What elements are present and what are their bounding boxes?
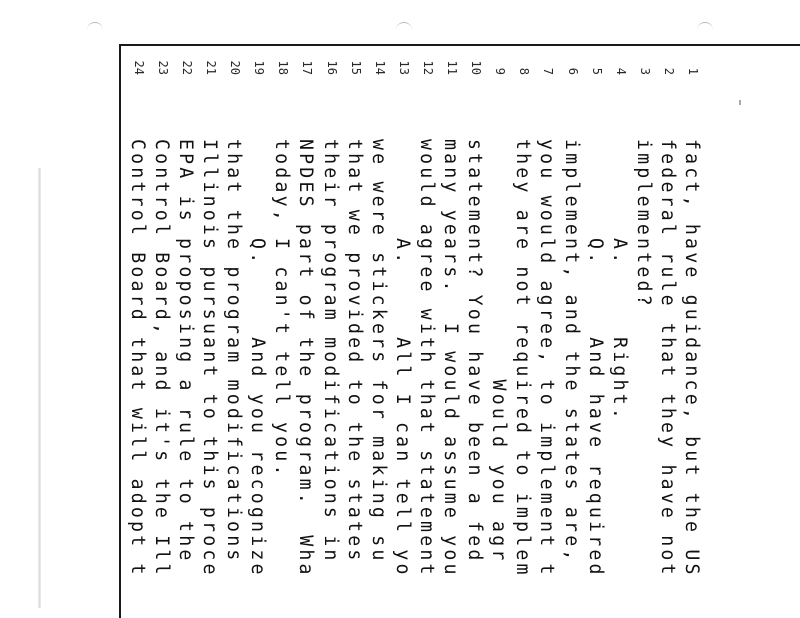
transcript-line [389,47,413,607]
line-text: you would agree, to implement t [536,139,558,578]
line-text: EPA is proposing a rule to the [175,139,197,564]
line-number: 9 [493,67,508,75]
transcript-line [244,47,268,607]
transcript-line [557,47,581,607]
line-number: 12 [420,60,435,75]
line-text: many years. I would assume you [440,139,462,578]
line-text: A. All I can tell yo [391,139,413,578]
line-number: 3 [637,67,652,75]
line-text: statement? You have been a fed [464,139,486,564]
transcript-line [461,47,485,607]
line-number: 5 [589,67,604,75]
line-number: 22 [180,60,195,75]
line-number: 21 [204,60,219,75]
line-text: that the program modifications [223,139,245,564]
line-text: they are not required to implem [512,139,534,578]
transcript-line [365,47,389,607]
line-number: 23 [155,60,170,75]
line-number: 24 [131,60,146,75]
transcript-line [148,47,172,607]
line-text: their program modifications in [319,139,341,564]
transcript-line [533,47,557,607]
transcript-line [124,47,148,607]
line-number: 10 [469,60,484,75]
transcript-line [582,47,606,607]
line-number: 6 [565,67,580,75]
transcript-line [630,47,654,607]
line-text: we were stickers for making su [367,139,389,564]
transcript-line [220,47,244,607]
line-number: 13 [396,60,411,75]
line-number: 1 [686,67,700,75]
line-number: 18 [276,60,291,75]
punch-hole-middle [396,22,412,33]
transcript-line [292,47,316,607]
line-number: 8 [517,67,532,75]
transcript-line [678,47,702,607]
line-number: 16 [324,60,339,75]
line-number: 11 [445,60,460,75]
line-text: that we provided to the states [343,139,365,564]
transcript-line [509,47,533,607]
line-number: 4 [613,67,628,75]
transcript-line [341,47,365,607]
line-text: NPDES part of the program. Wha [295,139,317,578]
line-text: fact, have guidance, but the US [681,139,702,578]
transcript-line [268,47,292,607]
line-text: today, I can't tell you. [271,139,293,479]
transcript-line [317,47,341,607]
line-text: Q. And have required [584,139,606,578]
line-number: 17 [300,60,315,75]
scan-edge-shadow [38,168,41,608]
line-text: Control Board, and it's the Ill [150,139,172,578]
line-text: would agree with that statement [415,139,437,578]
punch-hole-left [87,22,103,33]
line-text: implemented? [632,139,654,309]
transcript-line [654,47,678,607]
line-number: 14 [372,60,387,75]
line-text: implement, and the states are, [560,139,582,564]
transcript-text-block [122,47,702,607]
line-number: 19 [252,60,267,75]
line-text: A. Right. [608,139,630,422]
line-text: Would you agr [488,139,510,564]
line-number: 20 [228,60,243,75]
line-number: 2 [661,67,676,75]
transcript-line [413,47,437,607]
punch-hole-right [697,22,713,33]
line-number: 15 [348,60,363,75]
line-text: federal rule that they have not [656,139,678,578]
line-number: 7 [541,67,556,75]
transcript-line [437,47,461,607]
transcript-line [172,47,196,607]
transcript-line [196,47,220,607]
line-text: Q. And you recognize [247,139,269,578]
transcript-line [606,47,630,607]
line-text: Illinois pursuant to this proce [199,139,221,578]
transcript-line [485,47,509,607]
line-text: Control Board that will adopt t [126,139,148,578]
